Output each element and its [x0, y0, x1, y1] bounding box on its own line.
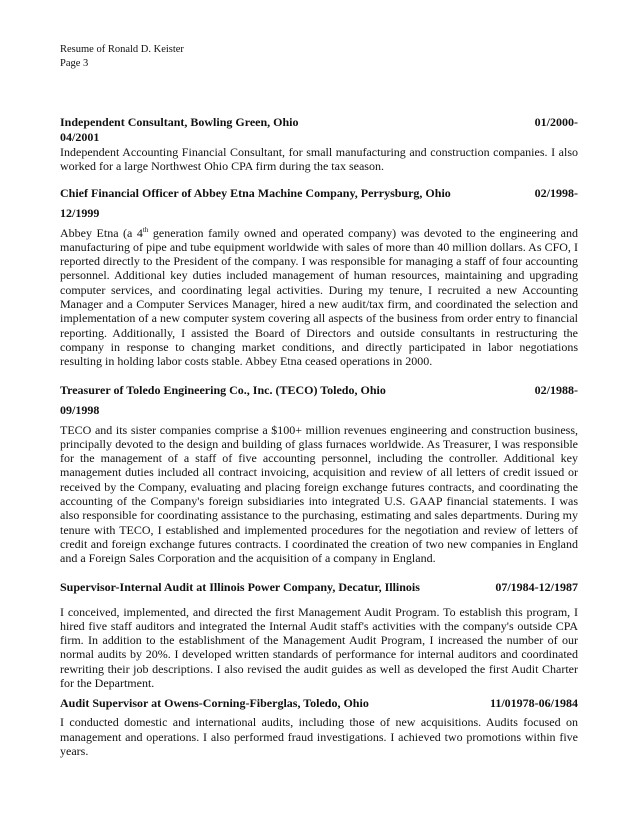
job-title-row: [60, 115, 578, 130]
header-name: Resume of Ronald D. Keister: [60, 44, 184, 55]
job-title: Supervisor-Internal Audit at Illinois Power Company, Decatur, Illinois: [60, 579, 420, 594]
job-dates-start: 01/2000-: [534, 115, 578, 129]
job-title-row: [60, 696, 578, 711]
job-dates-start: 02/1988-: [534, 382, 578, 397]
job-description: Independent Accounting Financial Consultant, for small manufacturing and construction companies. I also worked for a large Northwest Ohio CPA firm during the tax season.: [60, 145, 578, 174]
job-title: Chief Financial Officer of Abbey Etna Machine Company, Perrysburg, Ohio: [60, 185, 451, 200]
job-dates-end: 04/2001: [60, 130, 100, 144]
job-dates: 11/01978-06/1984: [489, 696, 578, 711]
job-entry: [60, 580, 578, 691]
job-description: [60, 226, 578, 369]
experience-section: [60, 115, 578, 758]
job-description: I conducted domestic and international audits, including those of new acquisitions. Audits focused on management and operations. I also performed fraud investigations. I achieved two promotions within five years.: [60, 715, 578, 758]
job-entry: [60, 186, 578, 369]
job-entry: [60, 383, 578, 566]
page-header: [60, 43, 184, 71]
header-page-number: Page 3: [60, 58, 89, 69]
job-description-start: Abbey Etna (a 4: [60, 225, 143, 240]
job-entry: [60, 696, 578, 758]
job-dates: 07/1984-12/1987: [495, 579, 578, 594]
job-title-row: [60, 580, 578, 595]
job-title-row: [60, 383, 578, 398]
job-title: Independent Consultant, Bowling Green, Ohio: [60, 115, 299, 129]
job-dates-end: 09/1998: [60, 402, 100, 417]
job-dates-end: 12/1999: [60, 205, 100, 220]
job-entry: [60, 115, 578, 174]
job-description: I conceived, implemented, and directed the first Management Audit Program. To establish this program, I hired five staff auditors and integrated the Internal Audit staff's activities with the company's outside CPA firm. In addition to the establishment of the Management Audit Program, I increased the number of our normal audits by 20%. I developed written standards of performance for internal auditors and coordinated rewriting their job descriptions. I also revised the audit guides as well as developed the first Audit Charter for the Department.: [60, 604, 578, 691]
job-dates-start: 02/1998-: [534, 185, 578, 200]
job-title: Treasurer of Toledo Engineering Co., Inc. (TECO) Toledo, Ohio: [60, 382, 386, 397]
job-description-rest: generation family owned and operated company) was devoted to the engineering and manufacturing of pipe and tube equipment worldwide with sales of more than 40 million dollars. As CFO, I reported directly to the President of the company. I was responsible for managing a staff of four accounting personnel. Additional key duties included management of human resources, maintaining and upgrading computer services, and coordinating legal activities. During my tenure, I recruited a new Accounting Manager and a Computer Services Manager, hired a new audit/tax firm, and coordinated the selection and implementation of a new computer system covering all aspects of the business from order entry to financial reporting. Additionally, I assisted the Board of Directors and outside consultants in restructuring the company in response to changing market conditions, and directly participated in labor negotiations resulting in holding labor costs stable. Abbey Etna ceased operations in 2000.: [60, 225, 578, 369]
job-description: TECO and its sister companies comprise a $100+ million revenues engineering and construction business, principally devoted to the design and building of glass furnaces worldwide. As Treasurer, I was responsible for the management of a staff of five accounting personnel, including the controller. Additional key management duties included all contract invoicing, acquisition and review of all letters of credit issued or received by the Company, evaluating and placing foreign exchange futures contracts, and coordinating the accounting of the Company's foreign subsidiaries into integrated U.S. GAAP financial statements. I was also responsible for coordinating assistance to the purchasing, estimating and sales departments. During my tenure with TECO, I established and implemented procedures for the negotiation and review of letters of credit and foreign exchange futures contracts. I coordinated the creation of two new companies in England and a Foreign Sales Corporation and the acquisition of a company in England.: [60, 422, 578, 566]
job-title: Audit Supervisor at Owens-Corning-Fiberglas, Toledo, Ohio: [60, 696, 369, 711]
job-title-row: [60, 186, 578, 201]
ordinal-suffix: th: [142, 225, 149, 234]
